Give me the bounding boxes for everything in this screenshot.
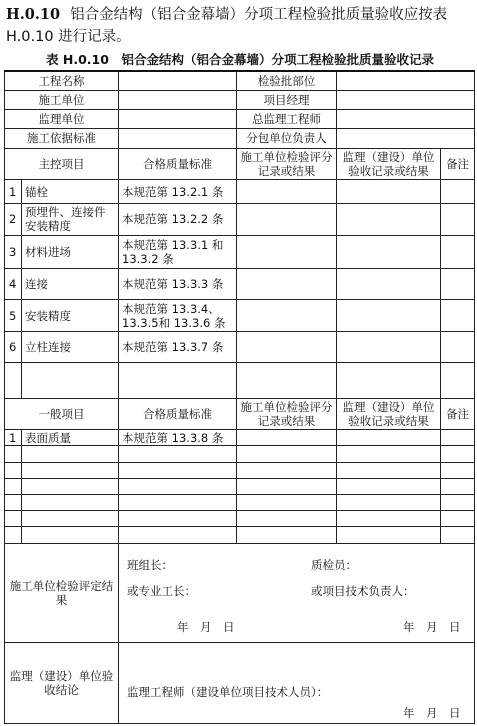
main-remarks-header: 备注 (441, 148, 475, 179)
item-name: 表面质量 (22, 430, 119, 446)
blank-cell[interactable] (237, 527, 337, 543)
item-standard: 本规范第 13.2.2 条 (119, 204, 237, 235)
intro-text: 铝合金结构（铝合金幕墙）分项工程检验批质量验收应按表 H.0.10 进行记录。 (6, 7, 448, 45)
blank-cell[interactable] (237, 478, 337, 494)
main-contractor-header: 施工单位检验评分记录或结果 (237, 148, 337, 179)
label-contractor: 施工单位 (5, 90, 119, 109)
item-remarks[interactable] (441, 204, 475, 235)
item-remarks[interactable] (441, 269, 475, 300)
blank-cell[interactable] (337, 478, 441, 494)
blank-cell (22, 363, 119, 398)
blank-cell[interactable] (337, 527, 441, 543)
blank-cell (5, 511, 22, 527)
general-blank-row (5, 494, 475, 510)
blank-cell (5, 446, 22, 462)
value-project-name[interactable] (119, 71, 237, 90)
team-leader-label: 班组长： (127, 557, 173, 572)
main-items-header (5, 148, 475, 179)
item-no: 4 (5, 269, 22, 300)
blank-cell (119, 462, 237, 478)
blank-cell[interactable] (237, 446, 337, 462)
contractor-eval-signatures[interactable] (119, 543, 475, 642)
value-supervisor[interactable] (119, 110, 237, 129)
value-lot-location[interactable] (337, 71, 475, 90)
main-item-row (5, 269, 475, 300)
blank-cell[interactable] (337, 494, 441, 510)
blank-cell (119, 511, 237, 527)
blank-cell[interactable] (441, 478, 475, 494)
blank-cell[interactable] (237, 511, 337, 527)
blank-cell (119, 494, 237, 510)
label-project-manager: 项目经理 (237, 90, 337, 109)
item-supervisor-result[interactable] (337, 300, 441, 331)
foreman-label: 或专业工长： (127, 583, 196, 598)
supervisor-conclusion-signature[interactable] (119, 642, 475, 723)
contractor-eval-label: 施工单位检验评定结果 (5, 543, 119, 642)
table-caption: 表 H.0.10 铝合金结构（铝合金幕墙）分项工程检验批质量验收记录 (46, 52, 434, 67)
item-name: 立柱连接 (22, 331, 119, 362)
blank-cell (5, 363, 22, 398)
main-blank-row (5, 363, 475, 398)
value-contractor[interactable] (119, 90, 237, 109)
blank-cell[interactable] (441, 494, 475, 510)
supervisor-conclusion-row (5, 642, 475, 723)
general-blank-row (5, 462, 475, 478)
general-contractor-header: 施工单位检验评分记录或结果 (237, 398, 337, 429)
label-supervisor: 监理单位 (5, 110, 119, 129)
blank-cell[interactable] (441, 462, 475, 478)
intro-paragraph (6, 4, 474, 48)
blank-cell (5, 478, 22, 494)
blank-cell (22, 494, 119, 510)
header-row-contractor (5, 90, 475, 109)
item-contractor-result[interactable] (237, 430, 337, 446)
main-supervisor-header: 监理（建设）单位验收记录或结果 (337, 148, 441, 179)
general-remarks-header: 备注 (441, 398, 475, 429)
blank-cell[interactable] (441, 363, 475, 398)
item-contractor-result[interactable] (237, 204, 337, 235)
item-supervisor-result[interactable] (337, 430, 441, 446)
item-no: 5 (5, 300, 22, 331)
header-row-project (5, 71, 475, 90)
main-items-title: 主控项目 (5, 148, 119, 179)
blank-cell[interactable] (237, 363, 337, 398)
general-supervisor-header: 监理（建设）单位验收记录或结果 (337, 398, 441, 429)
main-item-row (5, 204, 475, 235)
blank-cell[interactable] (441, 527, 475, 543)
item-no: 1 (5, 430, 22, 446)
item-supervisor-result[interactable] (337, 179, 441, 203)
label-standard: 施工依据标准 (5, 129, 119, 148)
item-standard: 本规范第 13.2.1 条 (119, 179, 237, 203)
blank-cell[interactable] (337, 511, 441, 527)
supervisor-date: 年 月 日 (403, 705, 461, 720)
item-standard: 本规范第 13.3.4、13.3.5和 13.3.6 条 (119, 300, 237, 331)
item-supervisor-result[interactable] (337, 235, 441, 268)
contractor-date-left: 年 月 日 (177, 619, 235, 634)
item-no: 3 (5, 235, 22, 268)
blank-cell (22, 446, 119, 462)
blank-cell (5, 494, 22, 510)
value-subcontractor-lead[interactable] (337, 129, 475, 148)
main-item-row (5, 179, 475, 203)
general-std-header: 合格质量标准 (119, 398, 237, 429)
item-standard: 本规范第 13.3.8 条 (119, 430, 237, 446)
blank-cell (22, 478, 119, 494)
item-supervisor-result[interactable] (337, 331, 441, 362)
item-name: 连接 (22, 269, 119, 300)
blank-cell (5, 527, 22, 543)
main-item-row (5, 235, 475, 268)
header-row-standard (5, 129, 475, 148)
item-name: 预埋件、连接件安装精度 (22, 204, 119, 235)
item-name: 锚栓 (22, 179, 119, 203)
item-name: 安装精度 (22, 300, 119, 331)
item-supervisor-result[interactable] (337, 204, 441, 235)
contractor-date-right: 年 月 日 (403, 619, 461, 634)
label-project-name: 工程名称 (5, 71, 119, 90)
supervisor-conclusion-label: 监理（建设）单位验收结论 (5, 642, 119, 723)
item-standard: 本规范第 13.3.1 和 13.3.2 条 (119, 235, 237, 268)
general-blank-row (5, 446, 475, 462)
blank-cell[interactable] (337, 363, 441, 398)
header-row-supervisor (5, 110, 475, 129)
blank-cell[interactable] (441, 446, 475, 462)
item-remarks[interactable] (441, 179, 475, 203)
item-contractor-result[interactable] (237, 269, 337, 300)
inspector-label: 质检员： (311, 557, 357, 572)
contractor-eval-row (5, 543, 475, 642)
label-lot-location: 检验批部位 (237, 71, 337, 90)
item-contractor-result[interactable] (237, 331, 337, 362)
item-no: 1 (5, 179, 22, 203)
blank-cell (5, 462, 22, 478)
item-remarks[interactable] (441, 300, 475, 331)
blank-cell[interactable] (237, 494, 337, 510)
inspection-record-table (4, 70, 475, 724)
blank-cell (22, 527, 119, 543)
main-item-row (5, 300, 475, 331)
item-no: 2 (5, 204, 22, 235)
item-contractor-result[interactable] (237, 300, 337, 331)
blank-cell[interactable] (441, 511, 475, 527)
label-chief-engineer: 总监理工程师 (237, 110, 337, 129)
value-chief-engineer[interactable] (337, 110, 475, 129)
blank-cell (119, 527, 237, 543)
clause-number: H.0.10 (6, 6, 61, 23)
item-remarks[interactable] (441, 235, 475, 268)
item-standard: 本规范第 13.3.7 条 (119, 331, 237, 362)
main-item-row (5, 331, 475, 362)
blank-cell (22, 462, 119, 478)
general-blank-row (5, 478, 475, 494)
blank-cell (22, 511, 119, 527)
value-standard[interactable] (119, 129, 237, 148)
blank-cell (119, 478, 237, 494)
blank-cell (119, 446, 237, 462)
value-project-manager[interactable] (337, 90, 475, 109)
general-blank-row (5, 527, 475, 543)
item-name: 材料进场 (22, 235, 119, 268)
general-blank-row (5, 511, 475, 527)
item-remarks[interactable] (441, 430, 475, 446)
item-contractor-result[interactable] (237, 179, 337, 203)
general-item-row (5, 430, 475, 446)
item-contractor-result[interactable] (237, 235, 337, 268)
item-no: 6 (5, 331, 22, 362)
item-standard: 本规范第 13.3.3 条 (119, 269, 237, 300)
blank-cell (119, 363, 237, 398)
blank-cell[interactable] (337, 462, 441, 478)
blank-cell[interactable] (237, 462, 337, 478)
item-supervisor-result[interactable] (337, 269, 441, 300)
tech-lead-label: 或项目技术负责人： (311, 583, 415, 598)
main-std-header: 合格质量标准 (119, 148, 237, 179)
blank-cell[interactable] (337, 446, 441, 462)
general-items-title: 一般项目 (5, 398, 119, 429)
supervisor-engineer-label: 监理工程师（建设单位项目技术人员）： (127, 684, 329, 699)
label-subcontractor-lead: 分包单位负责人 (237, 129, 337, 148)
item-remarks[interactable] (441, 331, 475, 362)
general-items-header (5, 398, 475, 429)
